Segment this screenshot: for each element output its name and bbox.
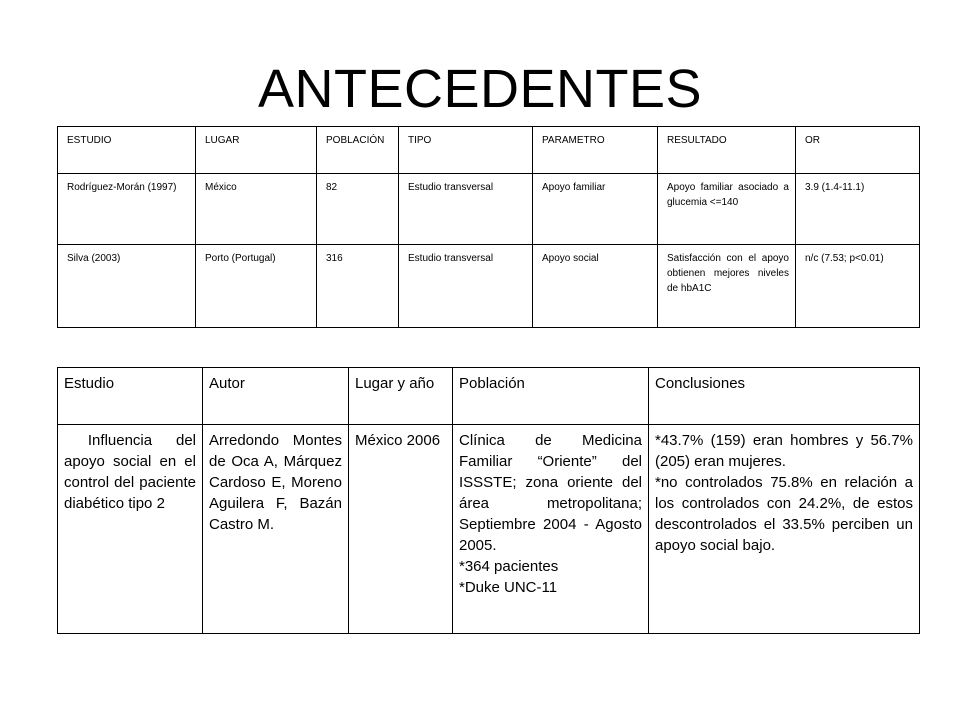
table-header-row bbox=[58, 368, 920, 425]
table-cell: 82 bbox=[317, 174, 399, 245]
population-line: Clínica de Medicina Familiar “Oriente” del ISSSTE; zona oriente del área metropolitana; Septiembre 2004 - Agosto 2005. bbox=[459, 432, 642, 554]
conclusion-line: *no controlados 75.8% en relación a los controlados con 24.2%, de estos descontrolados el 33.5% perciben un apoyo social bajo. bbox=[655, 474, 913, 554]
author-cell bbox=[203, 425, 349, 634]
header-cell: Población bbox=[453, 368, 649, 425]
slide-title: ANTECEDENTES bbox=[257, 59, 703, 119]
table-cell: Apoyo social bbox=[533, 245, 658, 328]
population-cell bbox=[453, 425, 649, 634]
population-line: *Duke UNC-11 bbox=[459, 579, 558, 596]
table-cell: Estudio transversal bbox=[399, 174, 533, 245]
header-cell: POBLACIÓN bbox=[317, 127, 399, 174]
table-row bbox=[58, 245, 920, 328]
table-cell: Porto (Portugal) bbox=[196, 245, 317, 328]
table-cell: Apoyo familiar bbox=[533, 174, 658, 245]
studies-table bbox=[57, 126, 920, 328]
header-cell: Estudio bbox=[58, 368, 203, 425]
table-cell: 316 bbox=[317, 245, 399, 328]
header-cell: RESULTADO bbox=[658, 127, 796, 174]
author-text: Arredondo Montes de Oca A, Márquez Cardoso E, Moreno Aguilera F, Bazán Castro M. bbox=[209, 432, 342, 533]
table-cell: Estudio transversal bbox=[399, 245, 533, 328]
table-cell: Apoyo familiar asociado a glucemia <=140 bbox=[658, 174, 796, 245]
location-year-cell: México 2006 bbox=[349, 425, 453, 634]
study-detail-table bbox=[57, 367, 920, 634]
table-header-row bbox=[58, 127, 920, 174]
header-cell: OR bbox=[796, 127, 920, 174]
table-cell: México bbox=[196, 174, 317, 245]
conclusion-line: *43.7% (159) eran hombres y 56.7% (205) eran mujeres. bbox=[655, 432, 913, 470]
table-row bbox=[58, 425, 920, 634]
conclusions-cell bbox=[649, 425, 920, 634]
header-cell: LUGAR bbox=[196, 127, 317, 174]
table-cell: 3.9 (1.4-11.1) bbox=[796, 174, 920, 245]
population-line: *364 pacientes bbox=[459, 558, 559, 575]
header-cell: ESTUDIO bbox=[58, 127, 196, 174]
table-row bbox=[58, 174, 920, 245]
table-cell: n/c (7.53; p<0.01) bbox=[796, 245, 920, 328]
header-cell: Conclusiones bbox=[649, 368, 920, 425]
header-cell: Lugar y año bbox=[349, 368, 453, 425]
header-cell: PARAMETRO bbox=[533, 127, 658, 174]
study-title-cell: Influencia del apoyo social en el control del paciente diabético tipo 2 bbox=[58, 425, 203, 634]
table-cell: Silva (2003) bbox=[58, 245, 196, 328]
table-cell: Rodríguez-Morán (1997) bbox=[58, 174, 196, 245]
header-cell: TIPO bbox=[399, 127, 533, 174]
header-cell: Autor bbox=[203, 368, 349, 425]
table-cell: Satisfacción con el apoyo obtienen mejores niveles de hbA1C bbox=[658, 245, 796, 328]
